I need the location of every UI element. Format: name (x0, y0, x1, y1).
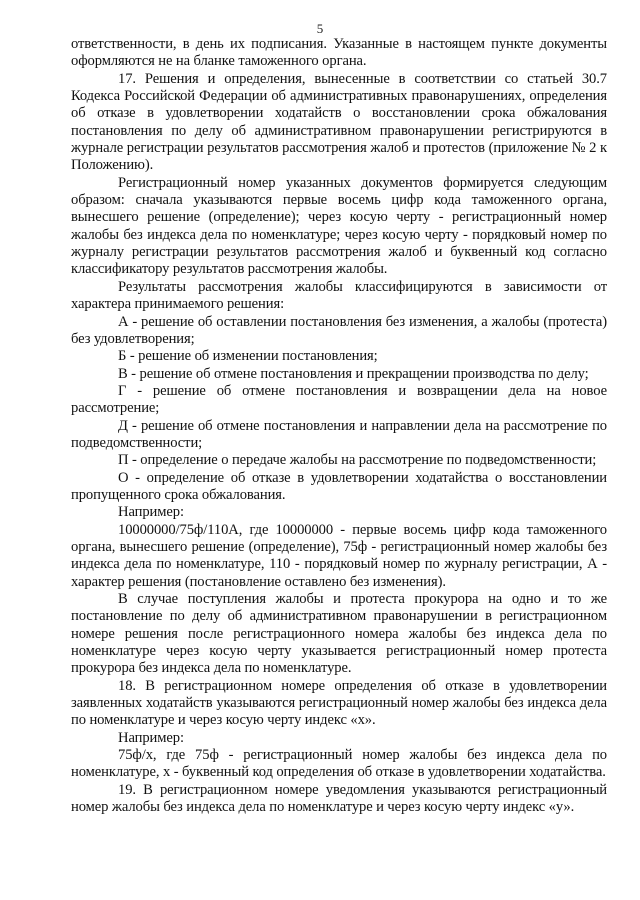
classification-item-o: О - определение об отказе в удовлетворении ходатайства о восстановлении пропущенного срока обжалования. (71, 469, 607, 503)
document-body (71, 36, 607, 816)
classification-item-d: Д - решение об отмене постановления и направлении дела на рассмотрение по подведомственности; (71, 417, 607, 451)
classification-item-a: А - решение об оставлении постановления без изменения, а жалобы (протеста) без удовлетворения; (71, 313, 607, 347)
example-text-2: 75ф/х, где 75ф - регистрационный номер жалобы без индекса дела по номенклатуре, х - буквенный код определения об отказе в удовлетворении ходатайства. (71, 747, 607, 781)
paragraph-continuation: ответственности, в день их подписания. Указанные в настоящем пункте документы оформляются не на бланке таможенного органа. (71, 36, 607, 70)
paragraph-18: 18. В регистрационном номере определения об отказе в удовлетворении заявленных ходатайств указываются регистрационный номер жалобы без индекса дела по номенклатуре и через косую черту индекс «х». (71, 677, 607, 729)
page-number: 5 (316, 21, 324, 36)
classification-item-v: В - решение об отмене постановления и прекращении производства по делу; (118, 365, 589, 382)
paragraph-prosecutor-protest: В случае поступления жалобы и протеста прокурора на одно и то же постановление по делу об административном правонарушении в регистрационном номере решения после регистрационного номера жалобы без индекса дела по номенклатуре через косую черту указывается регистрационный номер протеста прокурора без индекса дела по номенклатуре. (71, 591, 607, 677)
example-text: 10000000/75ф/110А, где 10000000 - первые восемь цифр кода таможенного органа, вынесшего решение (определение), 75ф - регистрационный номер жалобы без индекса дела по номенклатуре, 110 - порядковый номер по журналу регистрации, А - характер решения (постановление оставлено без изменения). (71, 521, 607, 590)
paragraph-classification-intro: Результаты рассмотрения жалобы классифицируются в зависимости от характера принимаемого решения: (71, 278, 607, 313)
example-label: Например: (118, 504, 184, 521)
classification-item-p: П - определение о передаче жалобы на рассмотрение по подведомственности; (118, 452, 597, 469)
paragraph-19: 19. В регистрационном номере уведомления указываются регистрационный номер жалобы без индекса дела по номенклатуре и через косую черту индекс «у». (71, 781, 607, 816)
paragraph-17: 17. Решения и определения, вынесенные в соответствии со статьей 30.7 Кодекса Российской Федерации об административных правонарушениях, определения об отказе в удовлетворении ходатайств о восстановлении срока обжалования постановления по делу об административном правонарушении регистрируются в журнале регистрации результатов рассмотрения жалоб и протестов (приложение № 2 к Положению). (71, 70, 607, 174)
example-label-2: Например: (118, 729, 184, 746)
paragraph-registration-number-format: Регистрационный номер указанных документов формируется следующим образом: сначала указываются первые восемь цифр кода таможенного органа, вынесшего решение (определение); через косую черту - регистрационный номер жалобы без индекса дела по номенклатуре; через косую черту - порядковый номер по журналу регистрации результатов рассмотрения жалоб и буквенный код согласно классификатору результатов рассмотрения жалобы. (71, 174, 607, 278)
classification-item-g: Г - решение об отмене постановления и возвращении дела на новое рассмотрение; (71, 382, 607, 417)
classification-item-b: Б - решение об изменении постановления; (118, 348, 378, 365)
